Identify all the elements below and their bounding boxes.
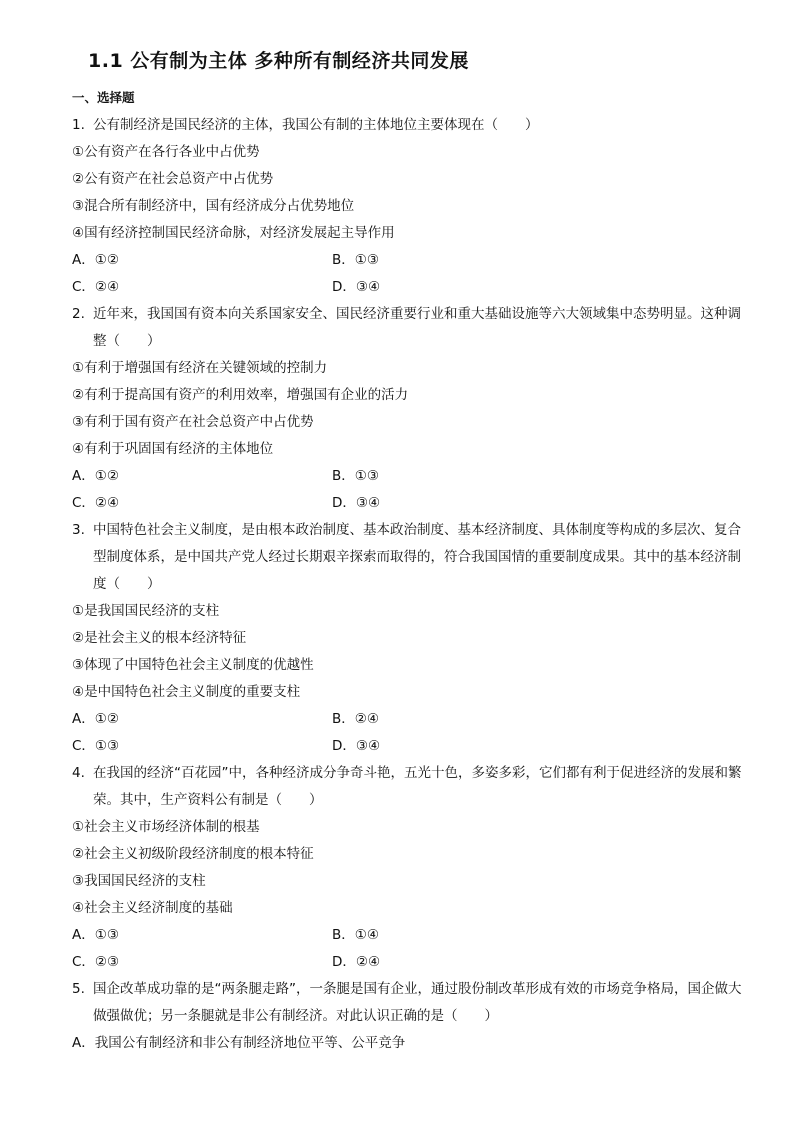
page-title: 1.1 公有制为主体 多种所有制经济共同发展 <box>88 50 469 72</box>
question-1 <box>72 112 752 301</box>
question-text: 国企改革成功靠的是“两条腿走路”，一条腿是国有企业，通过股份制改革形成有效的市场竞争格局，国企做大做强做优；另一条腿就是非公有制经济。对此认识正确的是（ ） <box>93 981 742 1024</box>
statement: ③有利于国有资产在社会总资产中占优势 <box>72 414 314 430</box>
option-b: B．①④ <box>332 927 379 943</box>
question-4 <box>72 760 752 976</box>
question-number: 4. <box>72 765 85 781</box>
section-heading: 一、选择题 <box>72 90 135 105</box>
statement: ②社会主义初级阶段经济制度的根本特征 <box>72 846 314 862</box>
question-text: 公有制经济是国民经济的主体，我国公有制的主体地位主要体现在（ ） <box>93 117 539 133</box>
answer-options <box>72 706 752 760</box>
statement: ③体现了中国特色社会主义制度的优越性 <box>72 657 314 673</box>
question-stem <box>72 976 752 1030</box>
statement: ④是中国特色社会主义制度的重要支柱 <box>72 684 301 700</box>
option-a: A．①② <box>72 468 119 484</box>
option-d: D．③④ <box>332 495 381 511</box>
statement: ④国有经济控制国民经济命脉，对经济发展起主导作用 <box>72 225 395 241</box>
option-d: D．③④ <box>332 738 381 754</box>
statement: ①公有资产在各行各业中占优势 <box>72 144 260 160</box>
option-c: C．①③ <box>72 738 120 754</box>
question-number: 5. <box>72 981 85 997</box>
question-3 <box>72 517 752 760</box>
question-stem <box>72 517 752 598</box>
statement: ③混合所有制经济中，国有经济成分占优势地位 <box>72 198 355 214</box>
option-d: D．②④ <box>332 954 381 970</box>
question-list <box>72 112 752 1057</box>
option-c: C．②④ <box>72 495 120 511</box>
statement: ①社会主义市场经济体制的根基 <box>72 819 260 835</box>
option-a: A．我国公有制经济和非公有制经济地位平等、公平竞争 <box>72 1035 406 1051</box>
answer-options <box>72 463 752 517</box>
statement: ①是我国国民经济的支柱 <box>72 603 220 619</box>
question-stem <box>72 112 752 139</box>
statement: ①有利于增强国有经济在关键领域的控制力 <box>72 360 328 376</box>
question-number: 2. <box>72 306 85 322</box>
answer-options <box>72 1030 752 1057</box>
option-b: B．①③ <box>332 468 379 484</box>
question-stem <box>72 301 752 355</box>
question-text: 在我国的经济“百花园”中，各种经济成分争奇斗艳，五光十色，多姿多彩，它们都有利于促进经济的发展和繁荣。其中，生产资料公有制是（ ） <box>93 765 742 808</box>
option-c: C．②③ <box>72 954 120 970</box>
answer-options <box>72 922 752 976</box>
question-text: 中国特色社会主义制度，是由根本政治制度、基本政治制度、基本经济制度、具体制度等构成的多层次、复合型制度体系，是中国共产党人经过长期艰辛探索而取得的，符合我国国情的重要制度成果。其中的基本经济制度（ ） <box>93 522 741 592</box>
statement: ④社会主义经济制度的基础 <box>72 900 233 916</box>
question-5 <box>72 976 752 1057</box>
question-2 <box>72 301 752 517</box>
option-d: D．③④ <box>332 279 381 295</box>
statement: ④有利于巩固国有经济的主体地位 <box>72 441 274 457</box>
option-a: A．①② <box>72 252 119 268</box>
statement: ②公有资产在社会总资产中占优势 <box>72 171 274 187</box>
option-a: A．①③ <box>72 927 119 943</box>
option-a: A．①② <box>72 711 119 727</box>
option-b: B．②④ <box>332 711 379 727</box>
option-b: B．①③ <box>332 252 379 268</box>
question-stem <box>72 760 752 814</box>
statement: ②有利于提高国有资产的利用效率，增强国有企业的活力 <box>72 387 409 403</box>
answer-options <box>72 247 752 301</box>
question-number: 1. <box>72 117 85 133</box>
question-number: 3. <box>72 522 85 538</box>
question-text: 近年来，我国国有资本向关系国家安全、国民经济重要行业和重大基础设施等六大领域集中态势明显。这种调整（ ） <box>93 306 741 349</box>
statement: ②是社会主义的根本经济特征 <box>72 630 247 646</box>
statement: ③我国国民经济的支柱 <box>72 873 206 889</box>
option-c: C．②④ <box>72 279 120 295</box>
